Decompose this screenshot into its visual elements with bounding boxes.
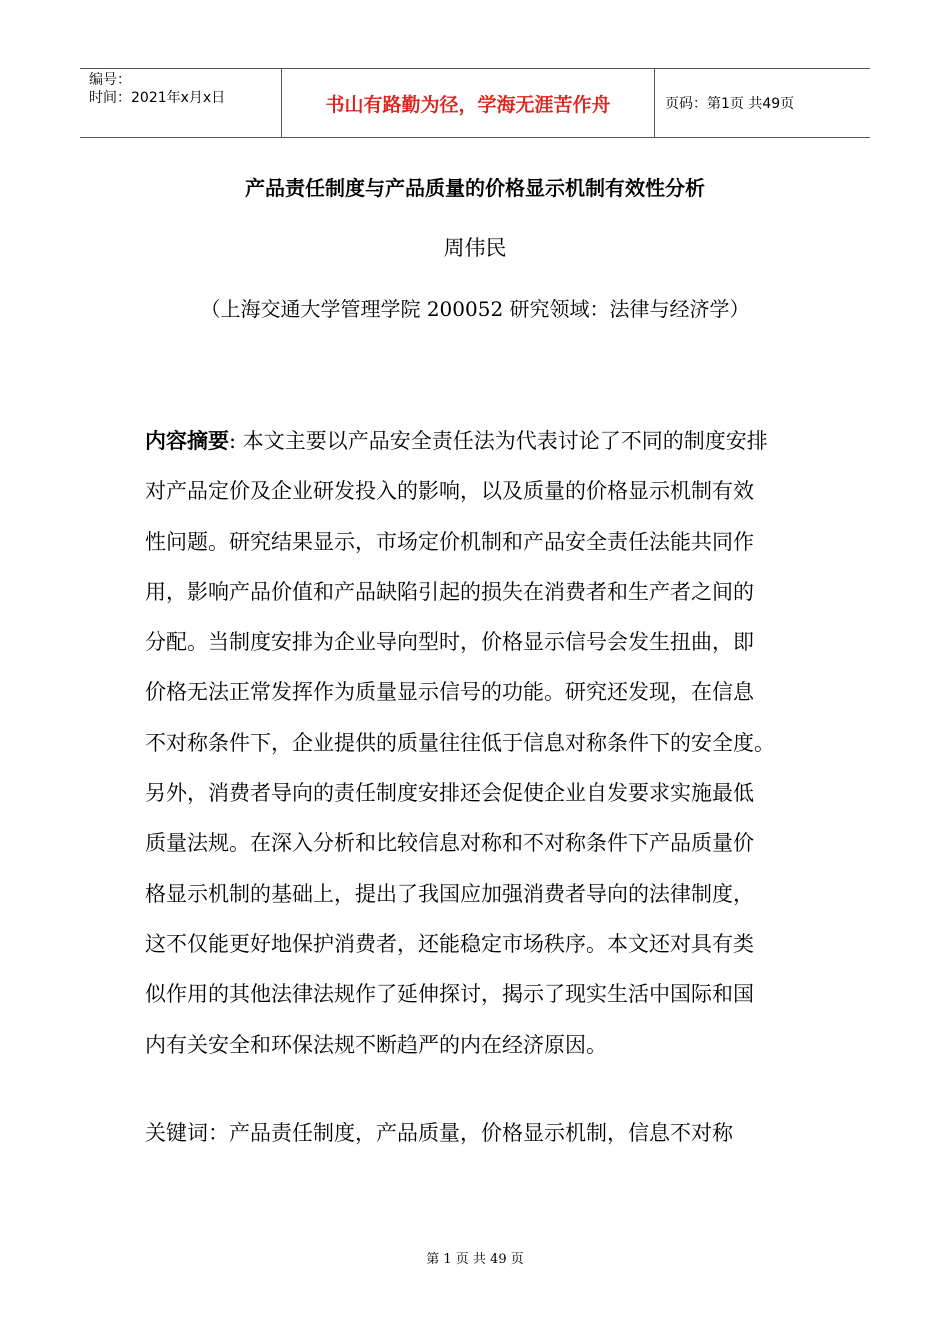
page-footer: 第 1 页 共 49 页 [426,1252,524,1267]
abstract-line: 另外，消费者导向的责任制度安排还会促使企业自发要求实施最低 [145,781,754,806]
abstract-line: 不对称条件下，企业提供的质量往往低于信息对称条件下的安全度。 [145,730,775,755]
abstract-line: 对产品定价及企业研发投入的影响，以及质量的价格显示机制有效 [145,479,754,504]
paper-author: 周伟民 [443,236,507,260]
abstract-line: 内容摘要: 本文主要以产品安全责任法为代表讨论了不同的制度安排 [145,429,768,453]
abstract-line: 内有关安全和环保法规不断趋严的内在经济原因。 [145,1032,607,1057]
date-label: 时间：2021年x月x日 [89,90,226,106]
abstract-line: 用，影响产品价值和产品缺陷引起的损失在消费者和生产者之间的 [145,579,754,604]
paper-title: 产品责任制度与产品质量的价格显示机制有效性分析 [245,176,705,200]
header-meta [80,69,282,137]
abstract [145,416,815,1070]
abstract-line: 这不仅能更好地保护消费者，还能稳定市场秩序。本文还对具有类 [145,931,754,956]
abstract-line: 质量法规。在深入分析和比较信息对称和不对称条件下产品质量价 [145,831,754,856]
abstract-line: 性问题。研究结果显示，市场定价机制和产品安全责任法能共同作 [145,529,754,554]
abstract-line: 格显示机制的基础上，提出了我国应加强消费者导向的法律制度， [145,881,754,906]
abstract-line: 似作用的其他法律法规作了延伸探讨，揭示了现实生活中国际和国 [145,982,754,1007]
abstract-line: 分配。当制度安排为企业导向型时，价格显示信号会发生扭曲，即 [145,630,754,655]
keywords: 关键词：产品责任制度，产品质量，价格显示机制，信息不对称 [145,1121,733,1145]
document-header [80,68,870,138]
paper-affiliation: （上海交通大学管理学院 200052 研究领域：法律与经济学） [200,297,750,321]
header-page-label: 页码：第1页 共49页 [665,96,795,112]
header-motto: 书山有路勤为径，学海无涯苦作舟 [282,69,655,137]
number-label: 编号： [89,72,131,88]
abstract-label: 内容摘要 [145,429,229,453]
abstract-line: 价格无法正常发挥作为质量显示信号的功能。研究还发现，在信息 [145,680,754,705]
